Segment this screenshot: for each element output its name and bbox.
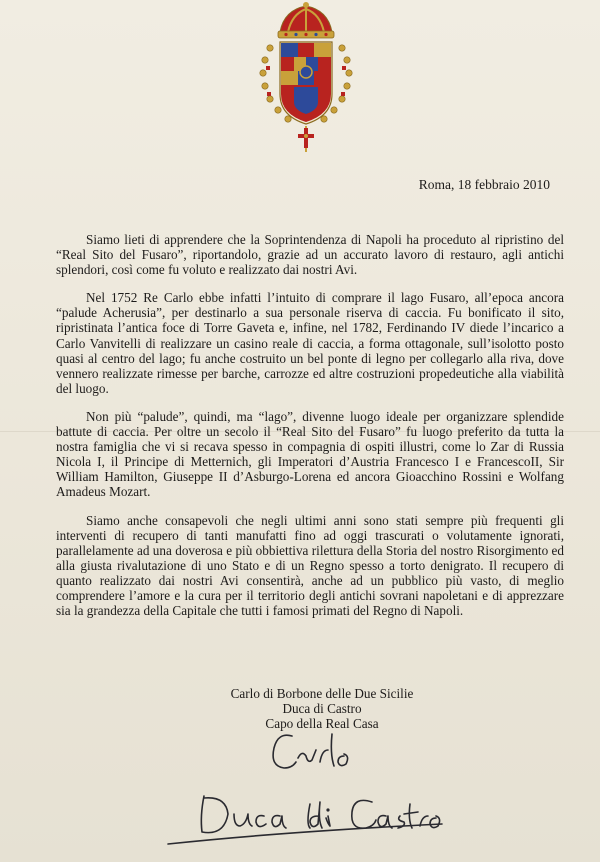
order-pendant	[298, 126, 314, 152]
handwritten-signature	[160, 720, 450, 850]
signatory-title: Duca di Castro	[282, 701, 362, 717]
paragraph-history: Nel 1752 Re Carlo ebbe infatti l’intuito di comprare il lago Fusaro, all’epoca ancora “palude Acherusia”, per destinarlo a sua personale riserva di caccia. Fu bonificato il sito, ripristinata l’antica foce di Torre Gaveta e, infine, nel 1782, Ferdinando IV diede l’incarico a Carlo Vanvitelli di realizzare un casino reale di caccia, a forma ottagonale, sull’isolotto posto quasi al centro del lago; fu anche costruito un bel ponte di legno per collegarlo alla riva, dove vennero realizzate rimesse per barche, carrozze ed altre costruzioni propedeutiche alla viabilità del luogo.	[56, 290, 564, 396]
signatory-role: Capo della Real Casa	[265, 716, 379, 732]
letter-body	[56, 232, 564, 631]
signatory-name: Carlo di Borbone delle Due Sicilie	[230, 686, 414, 701]
shield	[280, 42, 332, 124]
crown	[278, 2, 334, 38]
paragraph-recovery: Siamo anche consapevoli che negli ultimi anni sono stati sempre più frequenti gli interventi di recupero di tanti manufatti fino ad oggi trascurati o volutamente ignorati, parallelamente ad una doverosa e più obbiettiva rilettura della Storia del nostro Risorgimento ed alla giusta rivalutazione di uno Stato e di un Regno spesso a torto denigrato. Il recupero di quanto realizzato dai nostri Avi consentirà, anche ad un pubblico più vasto, di meglio comprendere l’amore e la cura per il territorio degli antichi sovrani napoletani e di apprezzare sia la grandezza della Capitale che tutti i famosi primati del Regno di Napoli.	[56, 512, 564, 619]
paragraph-restoration: Siamo lieti di apprendere che la Soprintendenza di Napoli ha proceduto al ripristino del “Real Sito del Fusaro”, riportandolo, grazie ad un accurato lavoro di restauro, agli antichi splendori, così come fu voluto e realizzato dai nostri Avi.	[56, 232, 564, 278]
letter-date: Roma, 18 febbraio 2010	[418, 177, 550, 192]
paragraph-hunting: Non più “palude”, quindi, ma “lago”, divenne luogo ideale per organizzare splendide battute di caccia. Per oltre un secolo il “Real Sito del Fusaro” fu luogo preferito da tutta la nostra famiglia che vi si recava spesso in compagnia di ospiti illustri, come lo Zar di Russia Nicola I, il Principe di Metternich, gli Imperatori d’Austria Francesco I e FrancescoII, Sir William Hamilton, Giuseppe II d’Asburgo-Lorena ed ancora Gioacchino Rossini e Wolfang Amadeus Mozart.	[56, 408, 564, 500]
royal-crest-icon	[254, 2, 358, 152]
